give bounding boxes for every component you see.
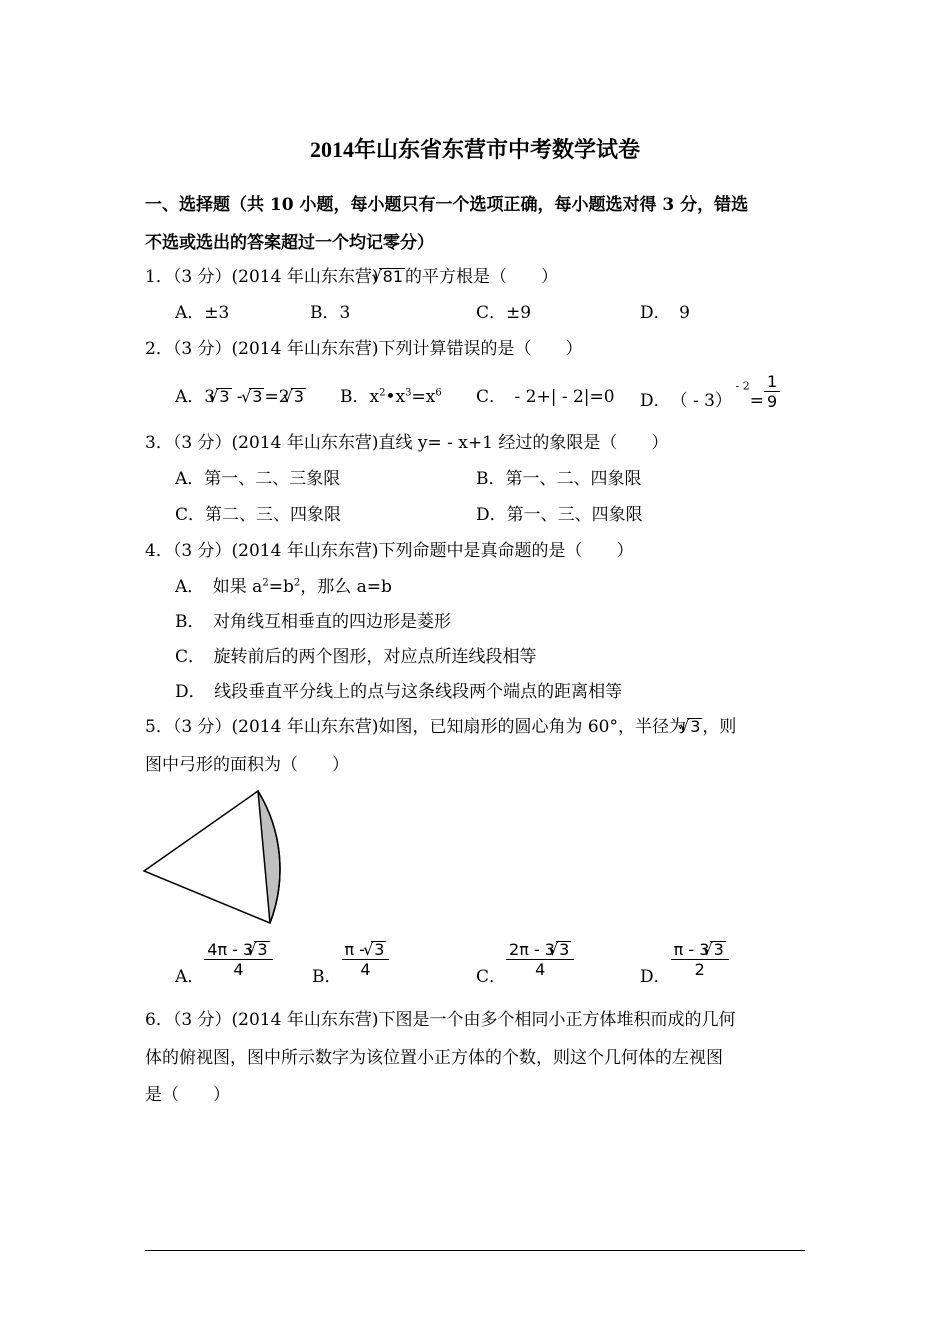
question-3-stem: 3．（3 分）(2014 年山东东营)直线 y= - x+1 经过的象限是（ ） (145, 433, 669, 453)
q1-option-c: C．±9 (476, 303, 532, 323)
question-5-line2: 图中弓形的面积为（ ） (145, 755, 349, 775)
q3-option-d: D．第一、三、四象限 (476, 505, 643, 525)
q4-option-b: B． 对角线互相垂直的四边形是菱形 (175, 612, 451, 632)
q3-option-c: C．第二、三、四象限 (175, 505, 342, 525)
footer-rule (145, 1250, 805, 1251)
q1-option-d: D． 9 (640, 303, 690, 323)
q3-option-b: B．第一、二、四象限 (476, 469, 642, 489)
question-5-stem: 5．（3 分）(2014 年山东东营)如图，已知扇形的圆心角为 60°，半径为√ 3 ，则 (145, 712, 736, 737)
q5-option-a: A． $\frac{4\pi - 3√ 3}{4}$ (175, 940, 273, 979)
section-heading-line2: 不选或选出的答案超过一个均记零分） (145, 233, 434, 253)
q1-option-b: B．3 (310, 303, 351, 323)
question-6-line2: 体的俯视图，图中所示数字为该位置小正方体的个数，则这个几何体的左视图 (145, 1048, 723, 1068)
q4-option-c: C． 旋转前后的两个图形，对应点所连线段相等 (175, 647, 537, 667)
q2-option-b: B．$x^2•x^3=x^6$ (340, 387, 442, 407)
q2-option-d: D． （ - 3） $^{- 2}$= $\frac{1}{9}$ (640, 372, 780, 411)
q2-option-c: C． - 2+| - 2|=0 (476, 387, 615, 407)
q5-option-b: B． $\frac{\pi - √ 3}{4}$ (312, 940, 389, 979)
fraction-1-9: $\frac{1}{9}$ (764, 372, 780, 411)
question-2-stem: 2．（3 分）(2014 年山东东营)下列计算错误的是（ ） (145, 339, 583, 359)
question-1-stem: 1．（3 分）(2014 年山东东营)√ 81 的平方根是（ ） (145, 262, 558, 287)
q2-option-a: A．3√ 3 - √ 3 =2√ 3 (175, 382, 306, 407)
q1-option-a: A．±3 (175, 303, 230, 323)
q4-option-d: D． 线段垂直平分线上的点与这条线段两个端点的距离相等 (175, 682, 623, 702)
question-6-line3: 是（ ） (145, 1085, 230, 1105)
q4-option-a: A． 如果 $a^2=b^2$，那么 a=b (175, 577, 392, 597)
page-title: 2014年山东省东营市中考数学试卷 (309, 137, 640, 162)
section-heading-line1: 一、选择题（共 10 小题，每小题只有一个选项正确，每小题选对得 3 分，错选 (145, 195, 749, 215)
q5-option-c: C． $\frac{2\pi - 3√ 3}{4}$ (476, 940, 574, 979)
q5-option-d: D． $\frac{\pi - 3√ 3}{2}$ (640, 940, 729, 979)
question-6-line1: 6．（3 分）(2014 年山东东营)下图是一个由多个相同小正方体堆积而成的几何 (145, 1010, 736, 1030)
q3-option-a: A．第一、二、三象限 (175, 469, 341, 489)
sqrt-81: √ 81 (379, 268, 405, 286)
sector-figure (140, 785, 300, 930)
question-4-stem: 4．（3 分）(2014 年山东东营)下列命题中是真命题的是（ ） (145, 541, 634, 561)
